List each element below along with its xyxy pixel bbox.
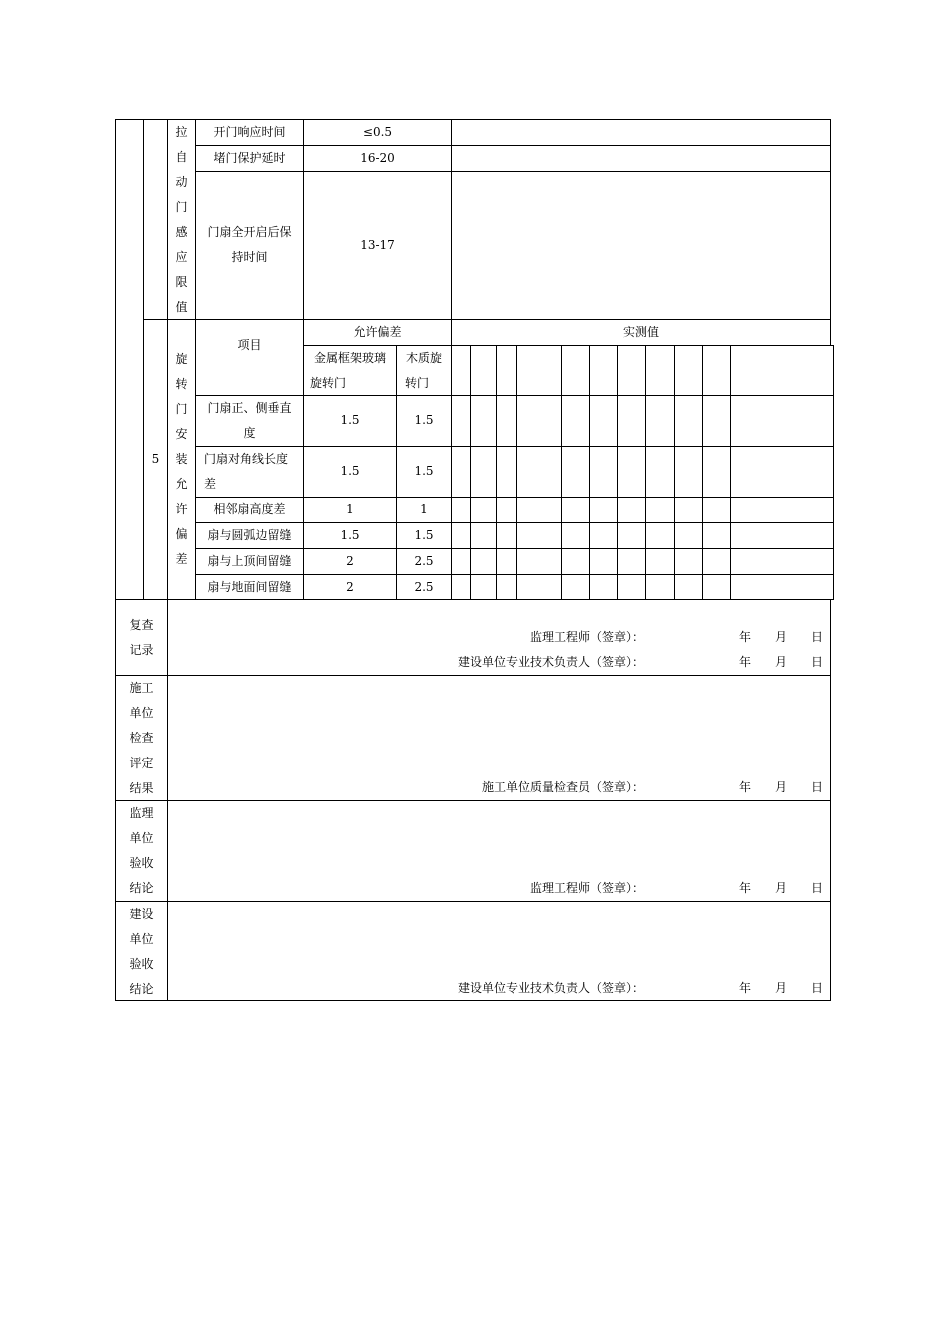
date-month: 月 <box>775 981 788 995</box>
table-row-wood: 2.5 <box>414 580 434 594</box>
table-row-metal: 1.5 <box>340 464 360 478</box>
date-day: 日 <box>811 780 824 794</box>
table-right-border <box>830 599 831 1001</box>
measured-col-border <box>674 345 675 600</box>
table-row-metal: 1.5 <box>340 413 360 427</box>
measured-col-border <box>617 345 618 600</box>
auto-door-value: 16-20 <box>360 151 395 165</box>
table-row-wood: 1.5 <box>414 464 434 478</box>
date-year: 年 <box>739 981 752 995</box>
measured-col-border <box>589 345 590 600</box>
table-row-metal: 2 <box>346 580 354 594</box>
row-border <box>195 171 831 172</box>
section-number: 5 <box>151 452 160 466</box>
construction-label: 施工 单位 检查 评定 结果 <box>129 681 154 795</box>
table-row-item: 扇与地面间留缝 <box>207 580 292 594</box>
col-border <box>451 119 452 600</box>
header-item: 项目 <box>237 338 262 352</box>
date-day: 日 <box>811 981 824 995</box>
row-border <box>115 675 831 676</box>
recheck-signer-supervisor: 监理工程师（签章）： <box>530 630 645 644</box>
table-row-wood: 2.5 <box>414 554 434 568</box>
date-year: 年 <box>739 630 752 644</box>
table-row-item: 门扇正、侧垂直 度 <box>207 401 292 440</box>
header-wood-door: 木质旋 转门 <box>405 351 442 390</box>
table-row-metal: 2 <box>346 554 354 568</box>
owner-label: 建设 单位 验收 结论 <box>129 907 154 996</box>
auto-door-group-label: 拉 自 动 门 感 应 限 值 <box>175 125 188 314</box>
date-year: 年 <box>739 881 752 895</box>
table-row-item: 门扇对角线长度 差 <box>204 452 289 491</box>
table-row-wood: 1 <box>420 502 428 516</box>
table-right-border <box>833 345 834 600</box>
measured-col-border <box>496 345 497 600</box>
header-allowance: 允许偏差 <box>353 325 402 339</box>
row-border <box>115 800 831 801</box>
table-row-item: 相邻扇高度差 <box>213 502 286 516</box>
date-month: 月 <box>775 630 788 644</box>
revolving-door-group-label: 旋 转 门 安 装 允 许 偏 差 <box>175 352 188 566</box>
auto-door-value: ≤0.5 <box>362 125 393 139</box>
table-right-border <box>830 119 831 346</box>
date-month: 月 <box>775 655 788 669</box>
measured-col-border <box>561 345 562 600</box>
table-row-item: 扇与上顶间留缝 <box>207 554 292 568</box>
table-row-metal: 1.5 <box>340 528 360 542</box>
date-year: 年 <box>739 780 752 794</box>
recheck-label: 复查 记录 <box>129 618 154 657</box>
supervision-label: 监理 单位 验收 结论 <box>129 806 154 895</box>
owner-signer: 建设单位专业技术负责人（签章）： <box>458 981 645 995</box>
measured-col-border <box>516 345 517 600</box>
measured-col-border <box>470 345 471 600</box>
supervision-signer: 监理工程师（签章）： <box>530 881 645 895</box>
date-day: 日 <box>811 881 824 895</box>
measured-col-border <box>645 345 646 600</box>
date-month: 月 <box>775 780 788 794</box>
date-day: 日 <box>811 630 824 644</box>
date-year: 年 <box>739 655 752 669</box>
row-border <box>115 901 831 902</box>
header-metal-door: 金属框架玻璃 旋转门 <box>310 351 386 390</box>
auto-door-item: 堵门保护延时 <box>213 151 286 165</box>
header-measured: 实测值 <box>622 325 659 339</box>
auto-door-value: 13-17 <box>360 238 395 252</box>
auto-door-item: 开门响应时间 <box>213 125 286 139</box>
col-border <box>143 119 144 600</box>
table-row-wood: 1.5 <box>414 413 434 427</box>
table-row-item: 扇与圆弧边留缝 <box>207 528 292 542</box>
table-row-metal: 1 <box>346 502 354 516</box>
construction-signer: 施工单位质量检查员（签章）： <box>482 780 645 794</box>
auto-door-item: 门扇全开启后保 持时间 <box>207 225 292 264</box>
measured-col-border <box>730 345 731 600</box>
measured-col-border <box>702 345 703 600</box>
table-row-wood: 1.5 <box>414 528 434 542</box>
date-month: 月 <box>775 881 788 895</box>
date-day: 日 <box>811 655 824 669</box>
recheck-signer-owner: 建设单位专业技术负责人（签章）： <box>458 655 645 669</box>
